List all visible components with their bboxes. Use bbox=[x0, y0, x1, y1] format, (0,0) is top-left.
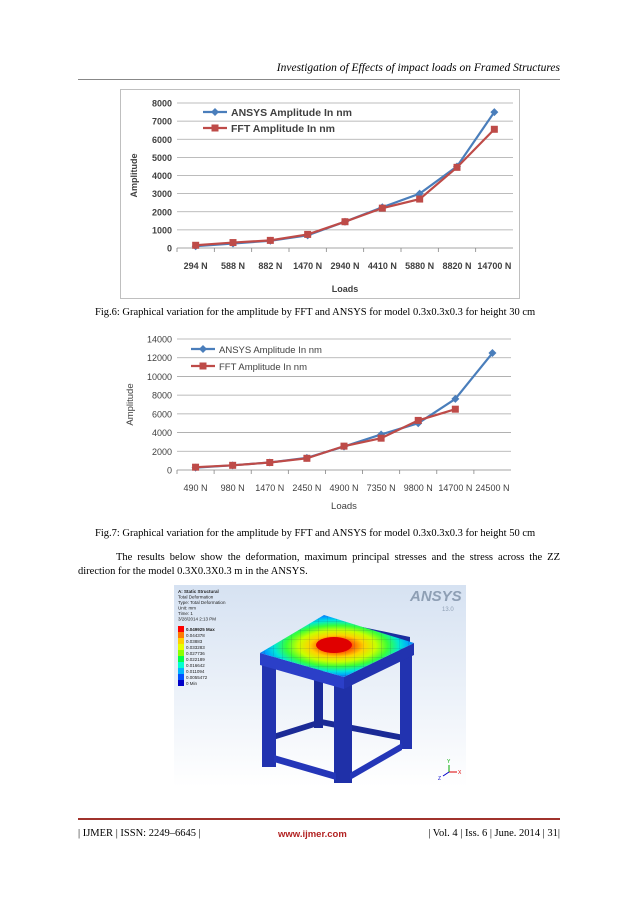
x-tick-label: 882 N bbox=[258, 261, 283, 271]
figure-6-chart bbox=[120, 89, 520, 299]
x-tick-label: 1470 N bbox=[255, 483, 285, 493]
x-tick-label: 1470 N bbox=[293, 261, 323, 271]
figure-7-chart bbox=[119, 331, 521, 519]
frame-post-front bbox=[334, 678, 352, 783]
legend-value: 0.022189 bbox=[186, 657, 205, 662]
legend-value: 0.011094 bbox=[186, 669, 205, 674]
legend-swatch bbox=[178, 632, 184, 638]
y-tick-label: 0 bbox=[166, 243, 172, 254]
legend-swatch bbox=[178, 650, 184, 656]
panel-line: Type: Total Deformation bbox=[178, 600, 226, 605]
panel-line: Total Deformation bbox=[178, 594, 214, 600]
x-tick-label: 9800 N bbox=[403, 483, 433, 493]
panel-line: 3/28/2014 2:13 PM bbox=[178, 616, 217, 622]
ansys-logo: ANSYS bbox=[410, 588, 462, 605]
data-point-square bbox=[378, 435, 385, 442]
y-tick-label: 4000 bbox=[151, 171, 172, 181]
legend-swatch bbox=[178, 656, 184, 662]
legend-swatch bbox=[178, 668, 184, 674]
legend-label: ANSYS Amplitude In nm bbox=[231, 107, 352, 119]
y-tick-label: 14000 bbox=[146, 334, 172, 345]
legend-label: FFT Amplitude In nm bbox=[219, 362, 307, 373]
data-point-square bbox=[379, 205, 386, 212]
data-point-square bbox=[230, 239, 237, 246]
frame-post-left bbox=[262, 659, 276, 767]
legend-swatch bbox=[178, 680, 184, 686]
x-tick-label: 2940 N bbox=[330, 261, 360, 271]
data-point-square bbox=[452, 406, 459, 413]
x-tick-label: 14700 N bbox=[477, 261, 512, 271]
ansys-deformation-image bbox=[174, 585, 466, 787]
x-axis-title: Loads bbox=[331, 284, 359, 294]
data-point-square bbox=[416, 196, 423, 203]
y-tick-label: 6000 bbox=[151, 409, 172, 420]
x-tick-label: 4900 N bbox=[329, 483, 359, 493]
y-axis-title: Amplitude bbox=[129, 153, 139, 198]
legend-marker-square bbox=[200, 363, 207, 370]
panel-title: A: Static Structural bbox=[178, 589, 219, 594]
x-tick-label: 24500 N bbox=[475, 483, 510, 493]
legend-label: ANSYS Amplitude In nm bbox=[219, 345, 322, 356]
chart-7-svg bbox=[119, 331, 521, 519]
legend-value: 0 Min bbox=[186, 681, 198, 686]
y-tick-label: 1000 bbox=[151, 225, 172, 236]
legend-swatch bbox=[178, 626, 184, 632]
data-point-square bbox=[491, 126, 498, 133]
legend-value: 0.027736 bbox=[186, 651, 205, 656]
x-tick-label: 8820 N bbox=[442, 261, 472, 271]
footer-journal: | IJMER | ISSN: 2249–6645 | bbox=[78, 828, 201, 839]
legend-marker-square bbox=[212, 125, 219, 132]
data-point-square bbox=[192, 242, 199, 249]
data-point-square bbox=[266, 459, 273, 466]
legend-marker-diamond bbox=[211, 108, 219, 116]
legend-value: 0.044378 bbox=[186, 633, 205, 638]
header-rule bbox=[78, 79, 560, 80]
legend-value: 0.03883 bbox=[186, 639, 203, 644]
data-point-square bbox=[341, 443, 348, 450]
data-point-square bbox=[342, 218, 349, 225]
data-point-square bbox=[415, 417, 422, 424]
data-point-square bbox=[267, 237, 274, 244]
axis-label-x: X bbox=[458, 770, 462, 776]
data-point-square bbox=[192, 464, 199, 471]
data-point-square bbox=[304, 231, 311, 238]
figure-7-caption: Fig.7: Graphical variation for the amplitude by FFT and ANSYS for model 0.3x0.3x0.3 for height 50 cm bbox=[95, 528, 536, 539]
x-tick-label: 14700 N bbox=[438, 483, 473, 493]
x-tick-label: 7350 N bbox=[366, 483, 396, 493]
y-tick-label: 5000 bbox=[151, 152, 172, 163]
series-line bbox=[196, 129, 495, 245]
footer-volume: | Vol. 4 | Iss. 6 | June. 2014 | 31| bbox=[428, 828, 560, 839]
data-point-square bbox=[229, 462, 236, 469]
x-tick-label: 980 N bbox=[220, 483, 245, 493]
ansys-version: 13.0 bbox=[442, 607, 454, 613]
legend-swatch bbox=[178, 644, 184, 650]
y-tick-label: 8000 bbox=[151, 98, 172, 109]
legend-label: FFT Amplitude In nm bbox=[231, 123, 336, 135]
legend-value: 0.016642 bbox=[186, 663, 205, 668]
x-tick-label: 588 N bbox=[220, 261, 246, 271]
data-point-square bbox=[303, 455, 310, 462]
ansys-render bbox=[174, 585, 466, 787]
y-axis-title: Amplitude bbox=[125, 383, 136, 426]
legend-marker-diamond bbox=[199, 345, 207, 353]
legend-swatch bbox=[178, 638, 184, 644]
legend-value: 0.0055472 bbox=[186, 675, 208, 680]
x-tick-label: 294 N bbox=[183, 261, 208, 271]
panel-line: Unit: mm bbox=[178, 605, 196, 611]
footer-rule bbox=[78, 818, 560, 820]
legend-swatch bbox=[178, 662, 184, 668]
y-tick-label: 2000 bbox=[151, 207, 172, 218]
y-tick-label: 10000 bbox=[146, 371, 172, 382]
legend-value: 0.033283 bbox=[186, 645, 205, 650]
footer-website-link[interactable]: www.ijmer.com bbox=[278, 829, 347, 840]
x-tick-label: 490 N bbox=[183, 483, 208, 493]
y-tick-label: 12000 bbox=[146, 353, 172, 364]
y-tick-label: 4000 bbox=[151, 428, 172, 439]
x-tick-label: 4410 N bbox=[367, 261, 397, 271]
frame-post-right bbox=[400, 649, 412, 749]
x-tick-label: 2450 N bbox=[292, 483, 322, 493]
data-point-square bbox=[454, 164, 461, 171]
y-tick-label: 8000 bbox=[151, 390, 172, 401]
chart-6-svg bbox=[121, 90, 521, 300]
y-tick-label: 2000 bbox=[151, 446, 172, 457]
y-tick-label: 6000 bbox=[151, 134, 172, 145]
y-tick-label: 0 bbox=[166, 465, 172, 476]
axis-label-y: Y bbox=[447, 759, 451, 765]
body-paragraph bbox=[78, 551, 560, 579]
y-tick-label: 3000 bbox=[151, 189, 172, 200]
axis-label-z: Z bbox=[438, 776, 442, 782]
legend-value: 0.049925 Max bbox=[186, 627, 215, 632]
y-tick-label: 7000 bbox=[151, 116, 172, 127]
x-axis-title: Loads bbox=[331, 501, 357, 512]
panel-line: Time: 1 bbox=[178, 611, 193, 616]
legend-swatch bbox=[178, 674, 184, 680]
running-header: Investigation of Effects of impact loads on Framed Structures bbox=[276, 62, 560, 74]
paragraph-text: The results below show the deformation, maximum principal stresses and the stress across the ZZ direction for the model 0.3X0.3X0.3 m in the ANSYS. bbox=[78, 552, 560, 577]
figure-6-caption: Fig.6: Graphical variation for the amplitude by FFT and ANSYS for model 0.3x0.3x0.3 for height 30 cm bbox=[95, 307, 536, 318]
x-tick-label: 5880 N bbox=[405, 261, 435, 271]
